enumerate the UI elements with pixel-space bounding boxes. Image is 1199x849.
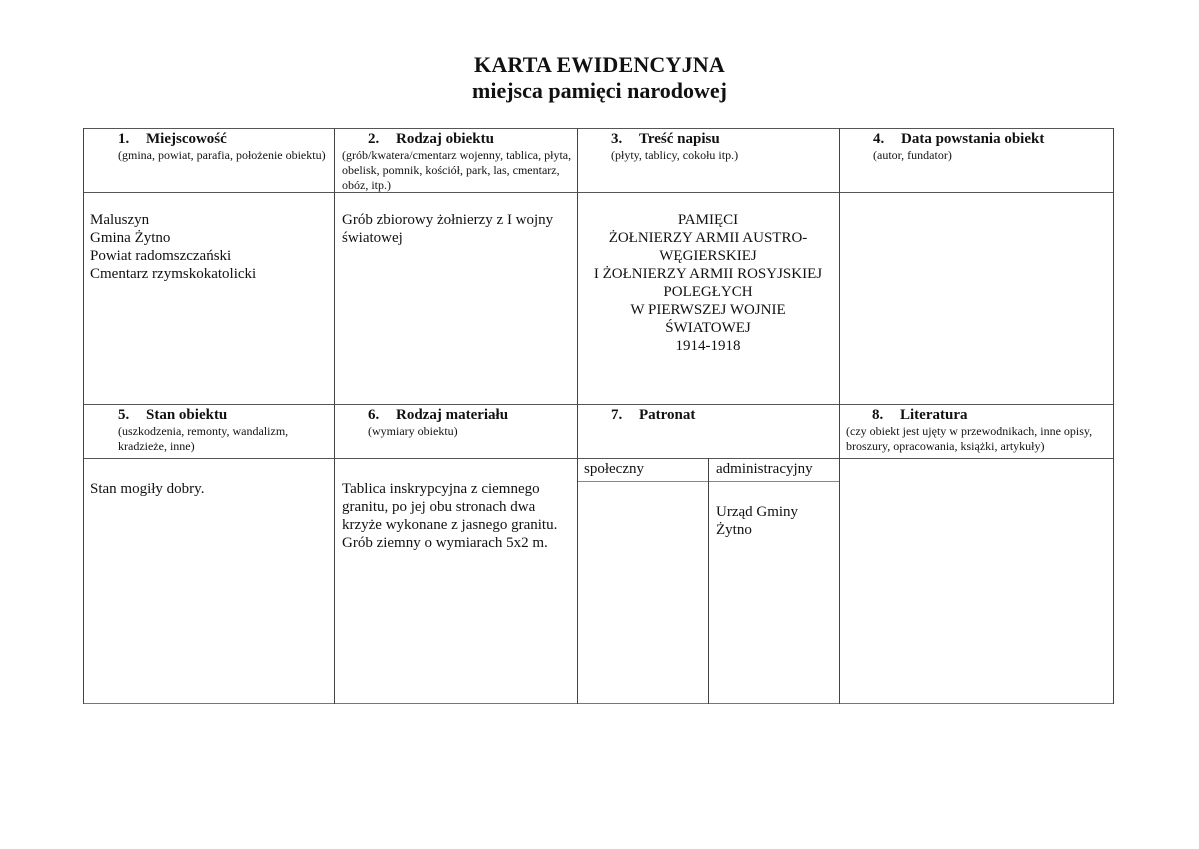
header-title: Stan obiektu [146,407,228,423]
document-title: KARTA EWIDENCYJNA [474,52,725,77]
header-title: Literatura [900,407,968,423]
value-rodzaj-obiektu: Grób zbiorowy żołnierzy z I wojny światowej [342,212,554,246]
header-rodzaj-obiektu [342,131,572,193]
patronat-spoleczny-label: społeczny [584,461,644,477]
inscription-line: ŚWIATOWEJ [665,320,751,336]
header-title: Rodzaj obiektu [396,131,494,147]
header-tresc-napisu [611,131,836,163]
table-divider [83,192,1114,193]
value-patronat-administracyjny: Urząd Gminy Żytno [716,504,799,538]
header-number: 8. [872,407,884,423]
location-line: Gmina Żytno [90,230,171,246]
inscription-line: 1914-1918 [675,338,741,354]
header-literatura [846,407,1110,454]
location-line: Maluszyn [90,212,150,228]
header-hint: (grób/kwatera/cmentarz wojenny, tablica, płyta, obelisk, pomnik, kościół, park, las, cmentarz, obóz, itp.) [342,148,572,192]
value-miejscowosc [90,211,330,283]
table-border-right [1113,128,1114,704]
header-hint: (płyty, tablicy, cokołu itp.) [611,148,739,162]
header-title: Miejscowość [146,131,227,147]
inscription-line: POLEGŁYCH [663,284,753,300]
header-title: Rodzaj materiału [396,407,509,423]
header-number: 4. [873,131,885,147]
location-line: Cmentarz rzymskokatolicki [90,266,257,282]
location-line: Powiat radomszczański [90,248,232,264]
header-number: 5. [118,407,130,423]
header-hint: (wymiary obiektu) [368,424,458,438]
value-stan-obiektu: Stan mogiły dobry. [90,481,205,497]
inscription-line: PAMIĘCI [677,212,739,228]
patronat-column-divider [708,458,709,704]
table-divider [83,458,1114,459]
header-hint: (uszkodzenia, remonty, wandalizm, kradzieże, inne) [118,424,289,453]
patronat-administracyjny-label: administracyjny [716,461,813,477]
table-border-bottom [83,703,1114,704]
header-hint: (czy obiekt jest ujęty w przewodnikach, inne opisy, broszury, opracowania, książki, artykuły) [846,424,1093,453]
table-border-top [83,128,1114,129]
header-title: Patronat [639,407,696,423]
header-stan-obiektu [118,407,328,454]
header-number: 7. [611,407,623,423]
header-data-powstania [873,131,1111,163]
header-number: 1. [118,131,130,147]
header-number: 6. [368,407,380,423]
table-border-left [83,128,84,704]
table-divider [839,128,840,704]
inscription-line: I ŻOŁNIERZY ARMII ROSYJSKIEJ [593,266,823,282]
header-miejscowosc [118,131,328,163]
value-tresc-napisu [578,211,838,355]
table-divider [334,128,335,704]
header-hint: (autor, fundator) [873,148,952,162]
inscription-line: ŻOŁNIERZY ARMII AUSTRO- [608,230,808,246]
inscription-line: W PIERWSZEJ WOJNIE [630,302,786,318]
header-patronat [611,407,836,424]
header-number: 3. [611,131,623,147]
document-subtitle: miejsca pamięci narodowej [472,78,727,103]
header-title: Treść napisu [639,131,720,147]
value-rodzaj-materialu: Tablica inskrypcyjna z ciemnego granitu, po jej obu stronach dwa krzyże wykonane z jasnego granitu. Grób ziemny o wymiarach 5x2 m. [342,481,558,551]
header-hint: (gmina, powiat, parafia, położenie obiektu) [118,148,326,162]
inscription-line: WĘGIERSKIEJ [659,248,757,264]
header-number: 2. [368,131,380,147]
header-title: Data powstania obiekt [901,131,1045,147]
header-rodzaj-materialu [368,407,573,439]
table-divider [83,404,1114,405]
